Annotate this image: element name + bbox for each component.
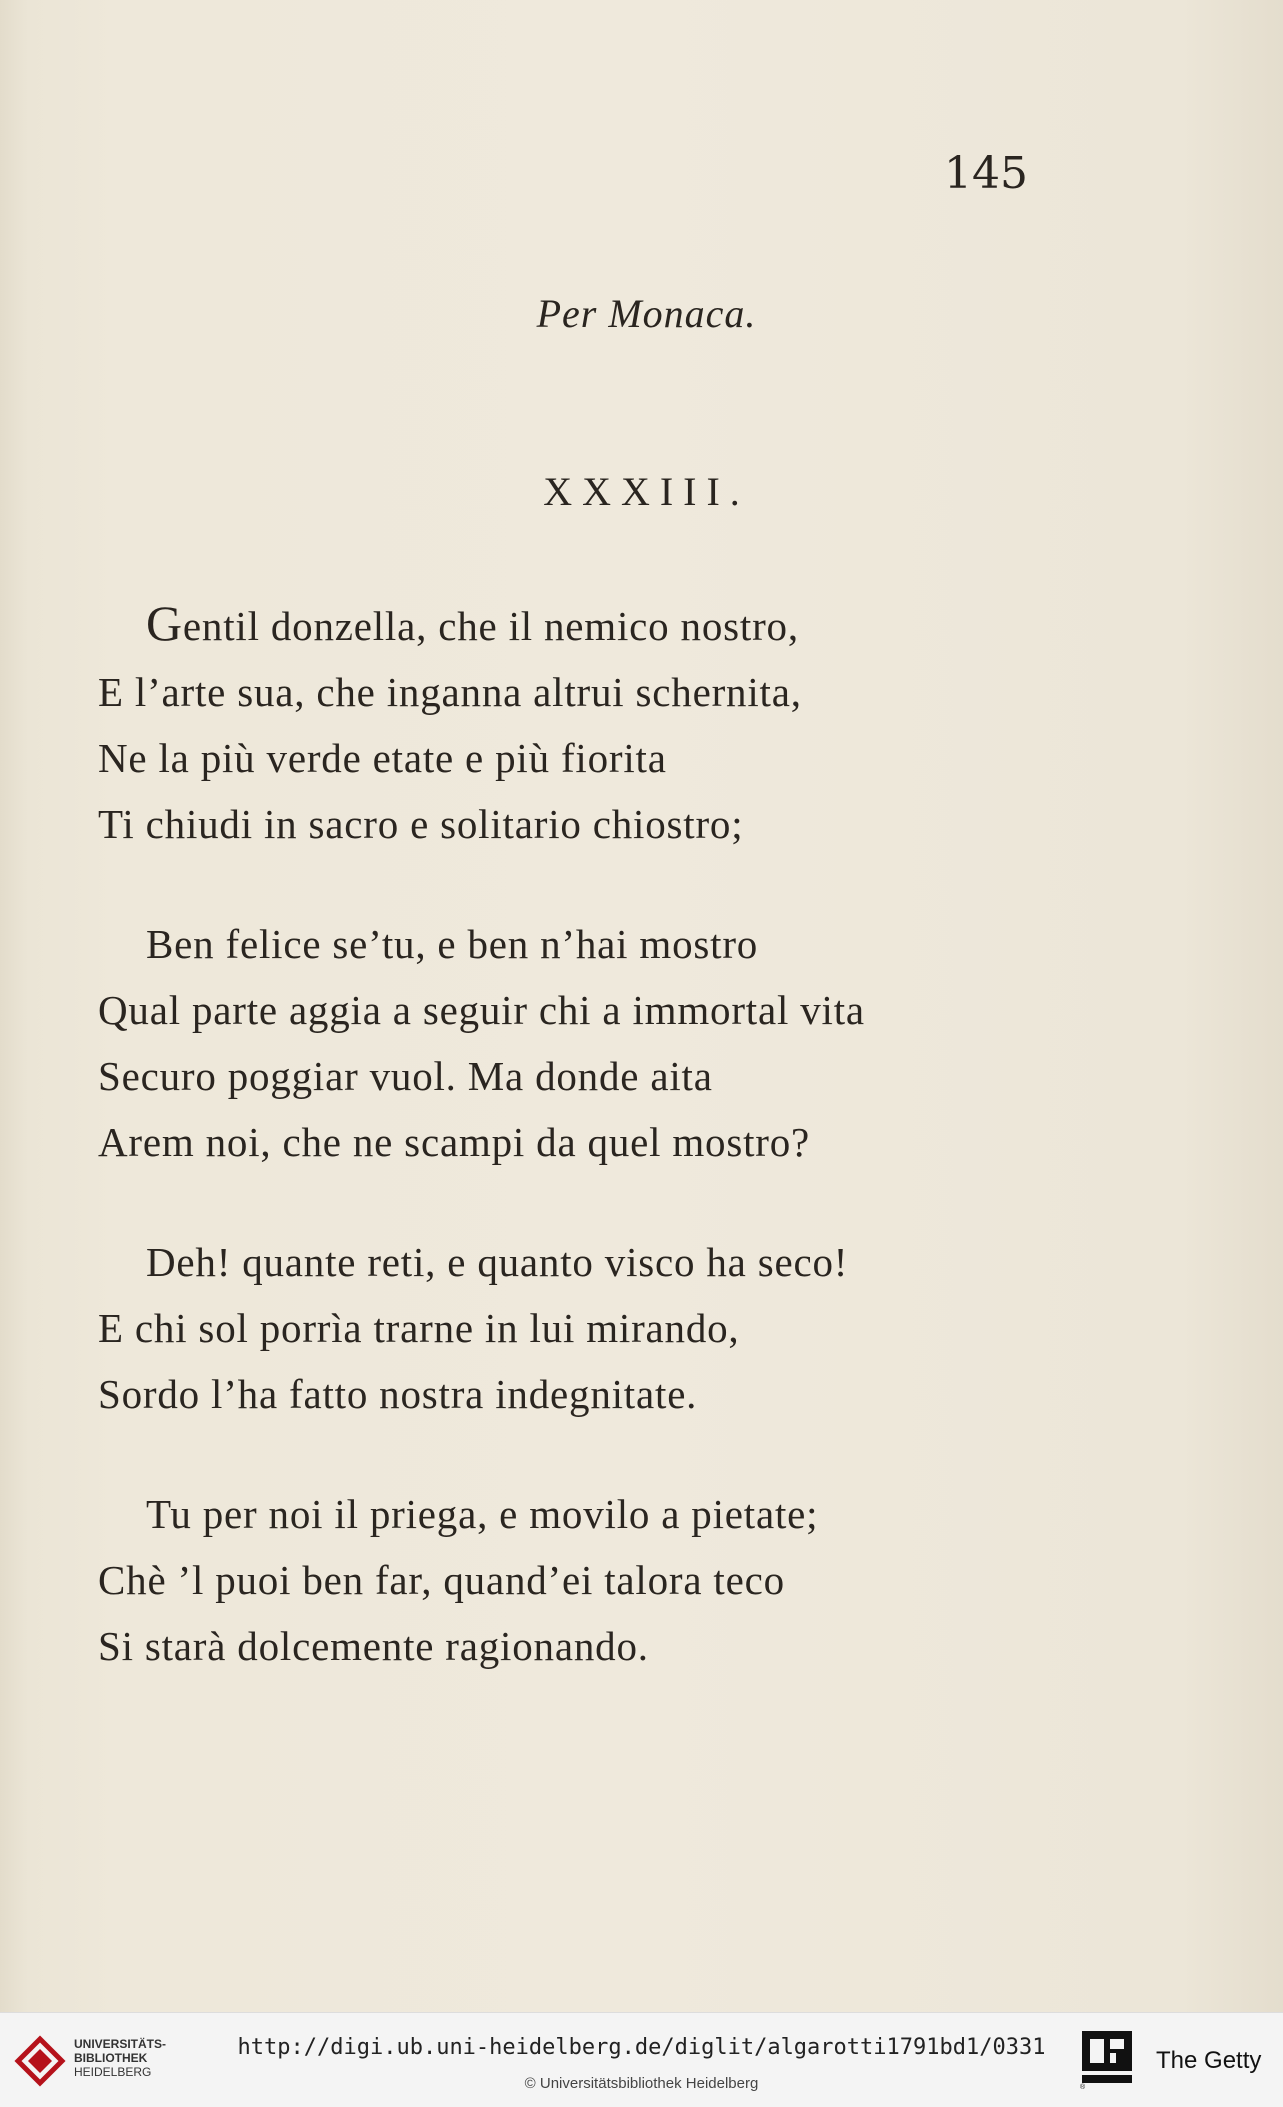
svg-text:®: ® <box>1080 2084 1086 2089</box>
university-library-name: UNIVERSITÄTS- BIBLIOTHEK HEIDELBERG <box>74 2037 167 2079</box>
poem-line: Deh! quante reti, e quanto visco ha seco! <box>146 1239 849 1285</box>
copyright-notice: © Universitätsbibliothek Heidelberg <box>524 2075 759 2092</box>
poem-line: E l’arte sua, che inganna altrui schernita, <box>98 669 802 715</box>
getty-logo-icon <box>1080 2029 1134 2089</box>
viewer-footer <box>0 2012 1283 2107</box>
page-number: 145 <box>944 148 1028 199</box>
stanza-4 <box>98 1481 1028 1679</box>
poem-title: Per Monaca. <box>536 291 757 336</box>
poem-line: Gentil donzella, che il nemico nostro, <box>146 595 799 651</box>
poem-line: Tu per noi il priega, e movilo a pietate; <box>146 1491 819 1537</box>
poem-numeral: XXXIII. <box>543 469 750 514</box>
permalink-url[interactable]: http://digi.ub.uni-heidelberg.de/diglit/algarotti1791bd1/0331 <box>237 2035 1046 2060</box>
poem-line: Ben felice se’tu, e ben n’hai mostro <box>146 921 759 967</box>
poem-line: Sordo l’ha fatto nostra indegnitate. <box>98 1371 698 1417</box>
poem-line: Ti chiudi in sacro e solitario chiostro; <box>98 801 744 847</box>
stanza-1 <box>98 590 1028 857</box>
poem-line: Ne la più verde etate e più fiorita <box>98 735 667 781</box>
poem-line: E chi sol porrìa trarne in lui mirando, <box>98 1305 740 1351</box>
poem-line: Arem noi, che ne scampi da quel mostro? <box>98 1119 811 1165</box>
poem-body <box>98 590 1028 1733</box>
getty-name: The Getty <box>1156 2047 1262 2074</box>
poem-line: Si starà dolcemente ragionando. <box>98 1623 649 1669</box>
stanza-3 <box>98 1229 1028 1427</box>
poem-line: Securo poggiar vuol. Ma donde aita <box>98 1053 713 1099</box>
stanza-2 <box>98 911 1028 1175</box>
poem-line: Chè ’l puoi ben far, quand’ei talora teco <box>98 1557 785 1603</box>
poem-line: Qual parte aggia a seguir chi a immortal vita <box>98 987 865 1033</box>
drop-cap: G <box>146 595 183 651</box>
